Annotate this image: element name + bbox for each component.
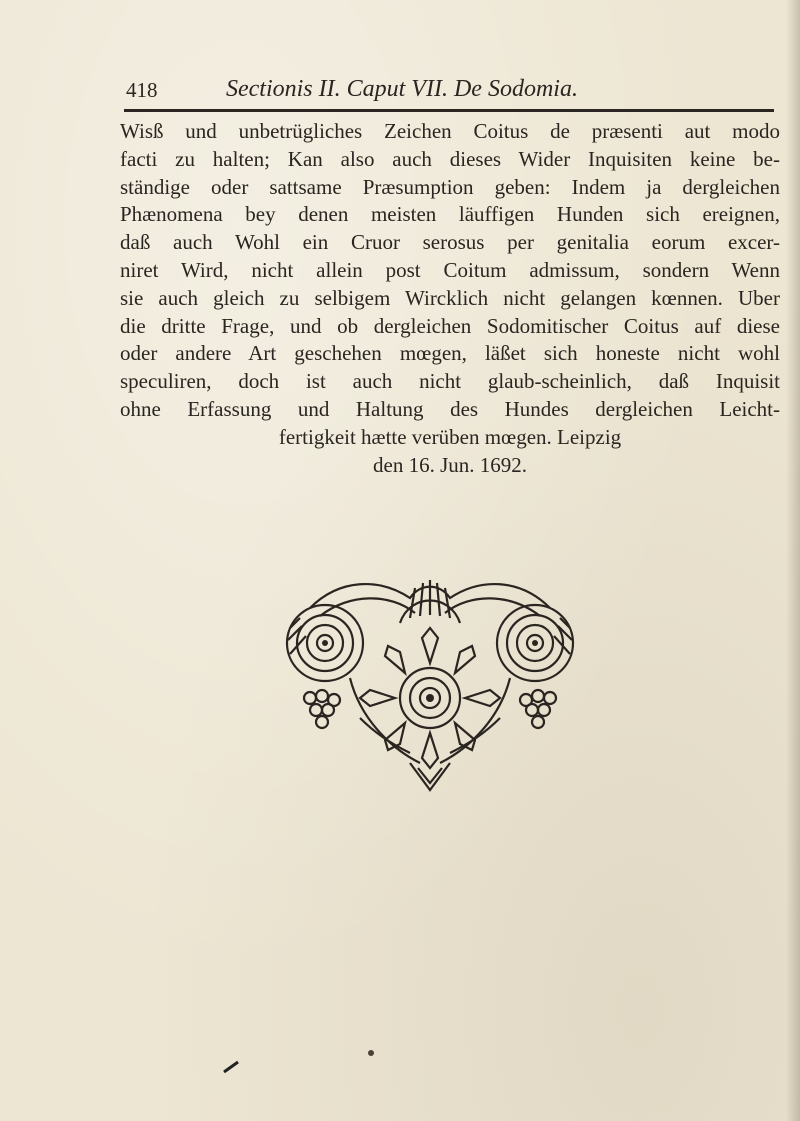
ink-speck bbox=[366, 1048, 376, 1058]
page-number: 418 bbox=[126, 78, 158, 102]
body-text bbox=[120, 118, 780, 479]
dateline: den 16. Jun. 1692. bbox=[373, 452, 527, 477]
text-line: oder andere Art geschehen mœgen, läßet sich honeste nicht wohl bbox=[120, 341, 780, 366]
running-title: Sectionis II. Caput VII. De Sodomia. bbox=[226, 76, 578, 102]
floral-tailpiece-ornament bbox=[250, 568, 610, 793]
text-line: die dritte Frage, und ob dergleichen Sodomitischer Coitus auf diese bbox=[120, 313, 780, 338]
text-line: speculiren, doch ist auch nicht glaub-scheinlich, daß Inquisit bbox=[120, 369, 780, 394]
text-line: niret Wird, nicht allein post Coitum admissum, sondern Wenn bbox=[120, 257, 780, 282]
ink-speck bbox=[222, 1060, 240, 1074]
running-header bbox=[126, 74, 686, 108]
page-edge-shadow bbox=[786, 0, 800, 1121]
text-line: ohne Erfassung und Haltung des Hundes dergleichen Leicht- bbox=[120, 396, 780, 421]
text-line: facti zu halten; Kan also auch dieses Wider Inquisiten keine be- bbox=[120, 146, 780, 171]
header-rule bbox=[124, 109, 774, 112]
text-line: sie auch gleich zu selbigem Wircklich nicht gelangen kœnnen. Uber bbox=[120, 285, 780, 310]
text-line: fertigkeit hætte verüben mœgen. Leipzig bbox=[278, 424, 622, 449]
text-line: daß auch Wohl ein Cruor serosus per genitalia eorum excer- bbox=[120, 230, 780, 255]
text-line: Wisß und unbetrügliches Zeichen Coitus de præsenti aut modo bbox=[120, 119, 780, 143]
text-line: ständige oder sattsame Præsumption geben: Indem ja dergleichen bbox=[120, 174, 780, 199]
text-line: Phænomena bey denen meisten läuffigen Hunden sich ereignen, bbox=[120, 202, 780, 227]
